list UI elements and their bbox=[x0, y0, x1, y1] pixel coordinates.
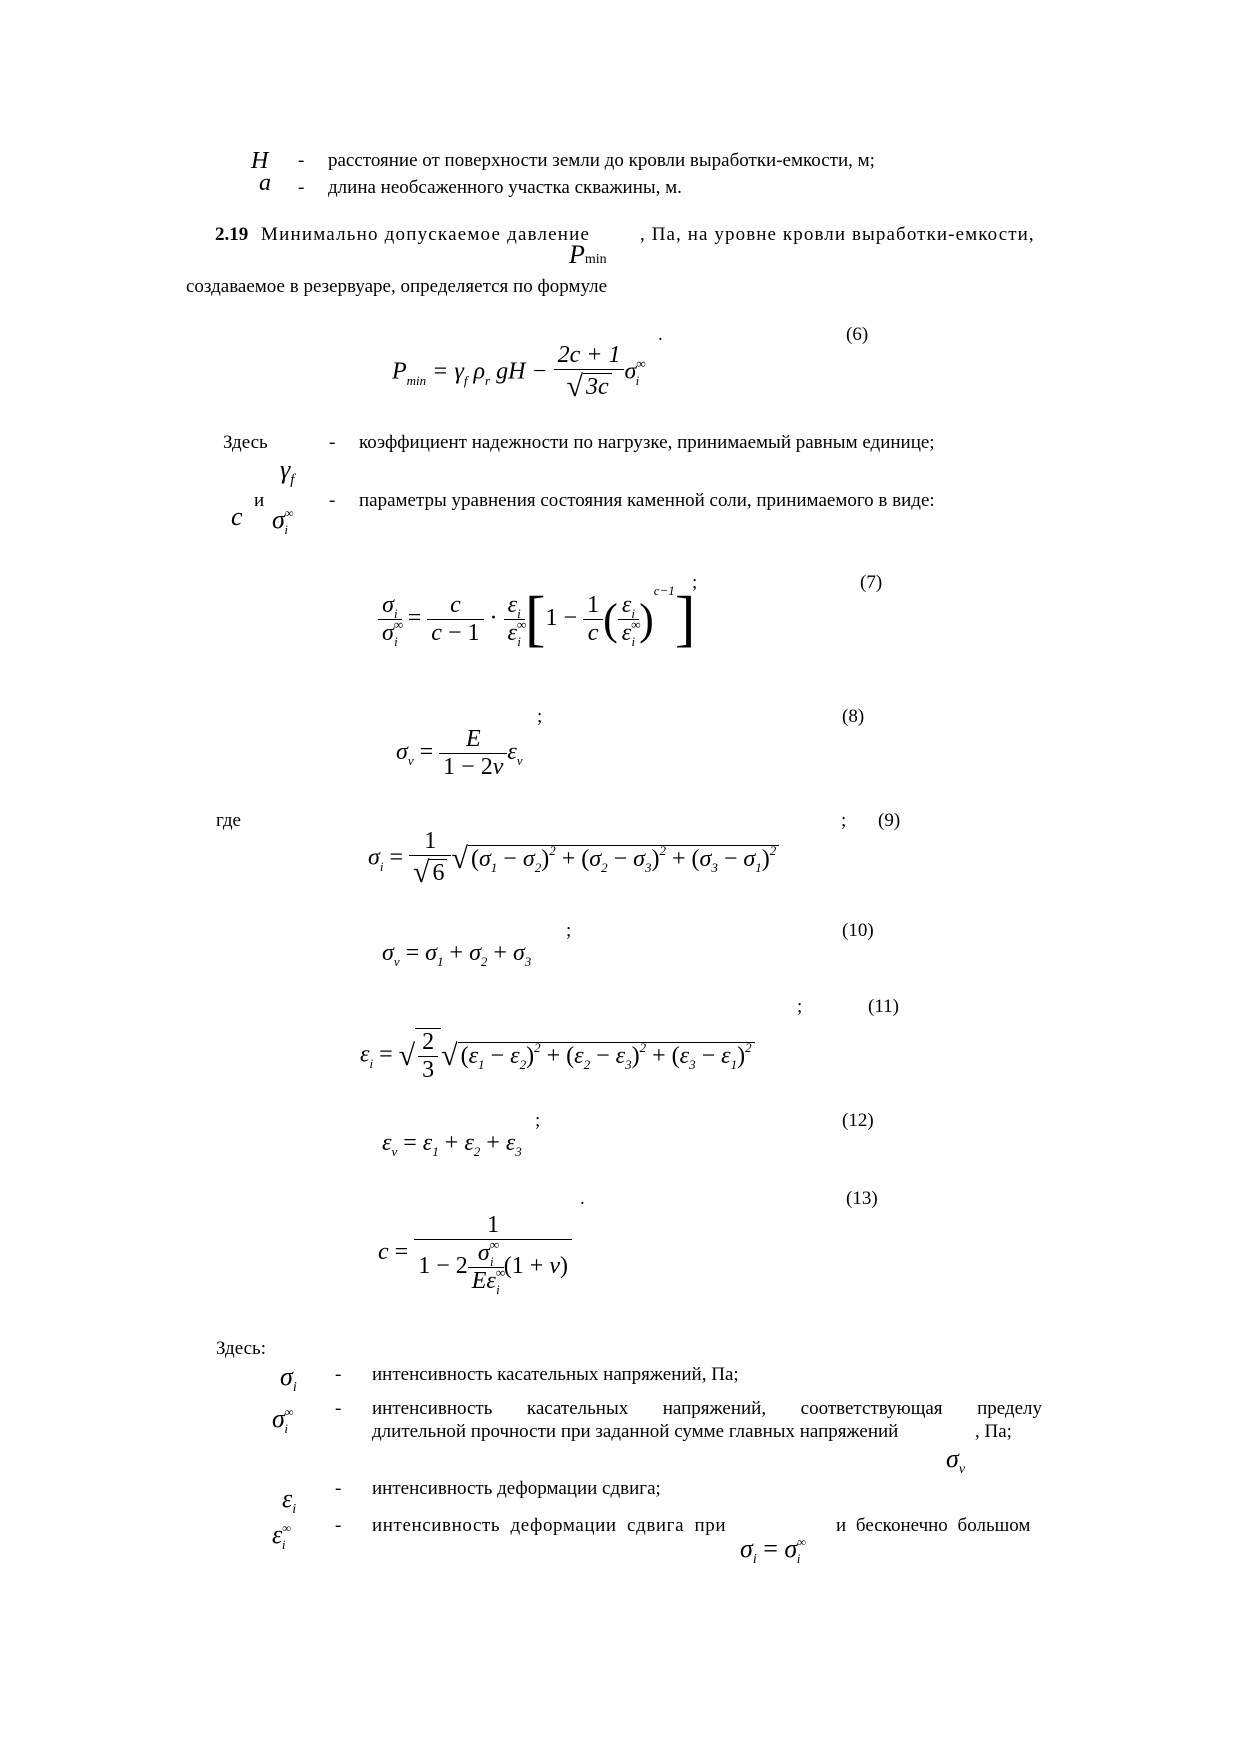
equation-12-number: (12) bbox=[842, 1110, 874, 1131]
symbol-sigma-i: $\sigma_i$ bbox=[280, 1362, 297, 1395]
equation-9-punct: ; bbox=[841, 810, 847, 831]
definition-sigma-i-inf-tail: , Па; bbox=[975, 1421, 1012, 1442]
symbol-sigma-i-inf: $\sigma^\infty_i$ bbox=[272, 1404, 294, 1436]
dash: - bbox=[335, 1398, 342, 1419]
dash: - bbox=[335, 1515, 342, 1536]
equation-9-number: (9) bbox=[878, 810, 901, 831]
equation-13-number: (13) bbox=[846, 1188, 878, 1209]
paragraph-text-b: , Па, на уровне кровли выработки-емкости, bbox=[640, 224, 1035, 245]
definition-H: расстояние от поверхности земли до кровли выработки-емкости, м; bbox=[328, 150, 875, 171]
equation-7-punct: ; bbox=[692, 572, 698, 593]
paragraph-text-a: Минимально допускаемое давление bbox=[261, 224, 591, 245]
dash: - bbox=[335, 1364, 342, 1385]
equation-12: $\varepsilon_v = \varepsilon_1 + \varepsilon_2 + \varepsilon_3$ bbox=[382, 1130, 522, 1159]
equation-12-punct: ; bbox=[535, 1110, 541, 1131]
paragraph-number: 2.19 bbox=[215, 224, 249, 245]
equation-10: $\sigma_v = \sigma_1 + \sigma_2 + \sigma_3$ bbox=[382, 940, 532, 969]
symbol-P-min: Pmin bbox=[569, 240, 607, 269]
equation-11-number: (11) bbox=[868, 996, 899, 1017]
definition-sigma-i-inf-line2: длительной прочности при заданной сумме главных напряжений bbox=[372, 1421, 899, 1442]
where-label: где bbox=[216, 810, 241, 831]
and-word: и bbox=[254, 490, 265, 511]
equation-8-punct: ; bbox=[537, 706, 543, 727]
here-label-bottom: Здесь: bbox=[216, 1338, 266, 1359]
equation-7-number: (7) bbox=[860, 572, 883, 593]
equation-13: c = 1 1 − 2 $\frac{\sigma^\infty_i}{E\varepsilon^\infty_i}$ (1 + ν) bbox=[378, 1212, 572, 1295]
definition-epsilon-i-inf-b: и бесконечно большом bbox=[836, 1515, 1031, 1536]
symbol-gamma-f: $\gamma_f$ bbox=[280, 455, 295, 488]
definition-gamma: коэффициент надежности по нагрузке, принимаемый равным единице; bbox=[359, 432, 935, 453]
equation-7: $\frac{\sigma_i}{\sigma^\infty_i}$ = $\frac{c}{c - 1}$ · $\frac{\varepsilon_i}{\varepsilon^\infty_i}$ [1 − $\frac{1}{c}$ ( $\frac{\varepsilon_i}{\varepsilon^\infty_i}$ )$^{c-1}$] bbox=[378, 584, 695, 655]
equation-10-punct: ; bbox=[566, 920, 572, 941]
symbol-c: c bbox=[231, 502, 243, 531]
symbol-a: a bbox=[259, 170, 271, 196]
symbol-epsilon-i-inf: $\varepsilon^\infty_i$ bbox=[272, 1520, 291, 1552]
dash: - bbox=[298, 150, 305, 171]
equation-6: $P_{min} = \gamma_f$ $\rho_r$ gH − $\frac{2c + 1}{√ 3c}$ $\sigma^\infty_i$ bbox=[392, 342, 646, 403]
definition-a: длина необсаженного участка скважины, м. bbox=[328, 177, 682, 198]
symbol-H: H bbox=[251, 148, 269, 174]
definition-sigma-i-inf-line1: интенсивность касательных напряжений, соответствующая пределу bbox=[372, 1398, 1042, 1419]
equation-9: $\sigma_i$ = $\frac{1}{√ 6}$ √ $(\sigma_1 - \sigma_2)^2 + (\sigma_2 - \sigma_3)^2 + (\sigma_3 - \sigma_1)^2$ bbox=[368, 828, 779, 890]
equation-11: $\varepsilon_i$ = √ $\frac{2}{3}$ √ $(\varepsilon_1 - \varepsilon_2)^2 + (\varepsilon_2 - \varepsilon_3)^2 + (\varepsilon_3 - \varepsilon_1)^2$ bbox=[360, 1028, 755, 1084]
equation-6-number: (6) bbox=[846, 324, 869, 345]
dash: - bbox=[329, 432, 336, 453]
symbol-sigma-v: $\sigma_v$ bbox=[946, 1444, 966, 1477]
equation-8: $\sigma_v$ = $\frac{E}{1 - 2\nu}$ $\varepsilon_v$ bbox=[396, 726, 523, 780]
equation-11-punct: ; bbox=[797, 996, 803, 1017]
symbol-epsilon-i: $\varepsilon_i$ bbox=[282, 1484, 297, 1517]
definition-epsilon-i-inf-a: интенсивность деформации сдвига при bbox=[372, 1515, 727, 1536]
paragraph-text-c: создаваемое в резервуаре, определяется по формуле bbox=[186, 276, 608, 297]
equation-13-punct: . bbox=[580, 1188, 585, 1209]
dash: - bbox=[298, 177, 305, 198]
definition-sigma-i: интенсивность касательных напряжений, Па; bbox=[372, 1364, 739, 1385]
equation-8-number: (8) bbox=[842, 706, 865, 727]
dash: - bbox=[329, 490, 336, 511]
condition-sigma-i-equals-sigma-inf: $\sigma_i = \sigma^\infty_i$ bbox=[740, 1534, 806, 1567]
definition-params: параметры уравнения состояния каменной соли, принимаемого в виде: bbox=[359, 490, 935, 511]
equation-6-punct: . bbox=[658, 324, 663, 345]
definition-epsilon-i: интенсивность деформации сдвига; bbox=[372, 1478, 661, 1499]
here-label: Здесь bbox=[223, 432, 268, 453]
dash: - bbox=[335, 1478, 342, 1499]
equation-10-number: (10) bbox=[842, 920, 874, 941]
symbol-sigma-i-inf: $\sigma^\infty_i$ bbox=[272, 505, 294, 537]
